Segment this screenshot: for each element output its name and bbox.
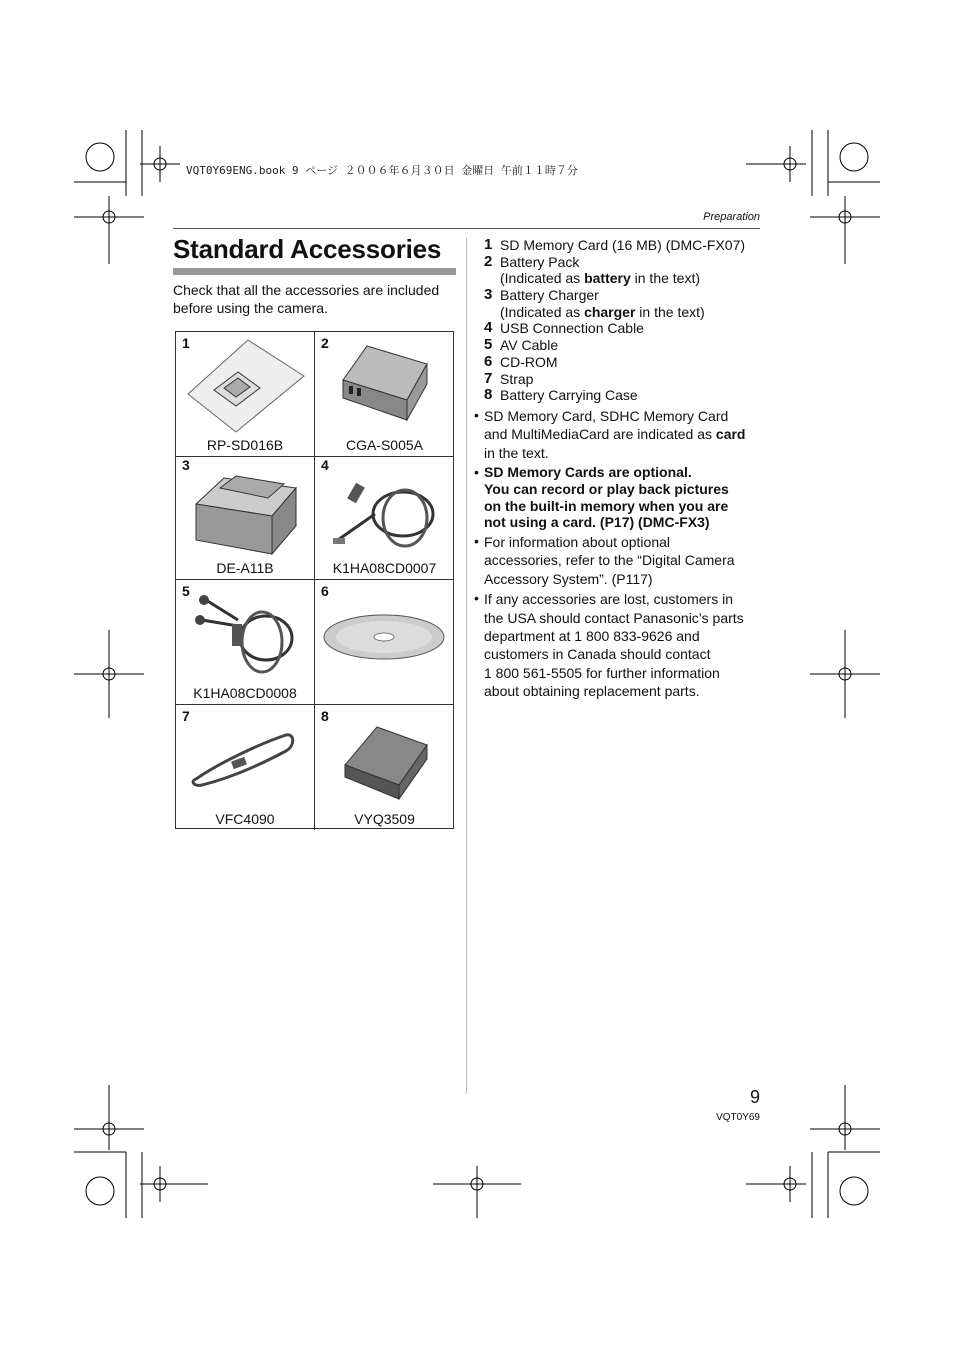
list-item-note: (Indicated as charger in the text) [500, 303, 705, 320]
list-item: 2 Battery Pack [484, 252, 580, 270]
accessory-model: DE-A11B [216, 560, 274, 576]
intro-text: Check that all the accessories are included before using the camera. [173, 282, 440, 316]
accessory-number: 6 [321, 583, 329, 599]
accessory-number: 7 [182, 708, 190, 724]
document-code: VQT0Y69 [716, 1112, 760, 1123]
accessory-number: 1 [182, 335, 190, 351]
accessory-number: 4 [321, 457, 329, 473]
note-lost-accessories: • If any accessories are lost, customers in the USA should contact Panasonic’s parts department at 1 800 833-9626 and customers in Canada should contact 1 800 561-5505 for further information about obtaining replacement parts. [474, 590, 744, 700]
accessory-model: K1HA08CD0008 [193, 685, 297, 701]
registration-target-icon [840, 143, 868, 171]
registration-target-icon [86, 1177, 114, 1205]
accessory-number: 2 [321, 335, 329, 351]
note-card-naming: • SD Memory Card, SDHC Memory Card and MultiMediaCard are indicated as card in the text. [474, 407, 746, 461]
print-header: VQT0Y69ENG.book 9 ページ ２００６年６月３０日 金曜日 午前１１時７分 [186, 164, 578, 177]
section-label: Preparation [703, 211, 760, 223]
registration-target-icon [86, 143, 114, 171]
list-item: 5 AV Cable [484, 336, 559, 354]
page-title: Standard Accessories [173, 234, 442, 264]
accessory-number: 5 [182, 583, 190, 599]
accessory-model: CGA-S005A [345, 437, 424, 453]
list-item: 6 CD-ROM [484, 352, 558, 370]
page-number: 9 [749, 1087, 760, 1107]
accessory-model: K1HA08CD0007 [332, 560, 437, 576]
note-sd-optional: • SD Memory Cards are optional. You can record or play back pictures on the built-in memory when you are not using a card. (P17) (DMC-FX3) [474, 464, 729, 531]
accessory-number: 8 [321, 708, 329, 724]
note-optional-accessories: • For information about optional accessories, refer to the “Digital Camera Accessory System”. (P117) [474, 533, 735, 587]
accessory-model: RP-SD016B [206, 437, 284, 453]
list-item: 3 Battery Charger [484, 286, 599, 304]
accessory-model: VYQ3509 [354, 811, 415, 827]
accessory-model: VFC4090 [215, 811, 275, 827]
list-item: 7 Strap [484, 369, 534, 387]
list-item: 4 USB Connection Cable [484, 319, 644, 337]
list-item: 8 Battery Carrying Case [484, 386, 638, 404]
registration-target-icon [840, 1177, 868, 1205]
list-item: 1 SD Memory Card (16 MB) (DMC-FX07) [484, 236, 746, 253]
accessory-number: 3 [182, 457, 190, 473]
list-item-note: (Indicated as battery in the text) [500, 270, 701, 287]
